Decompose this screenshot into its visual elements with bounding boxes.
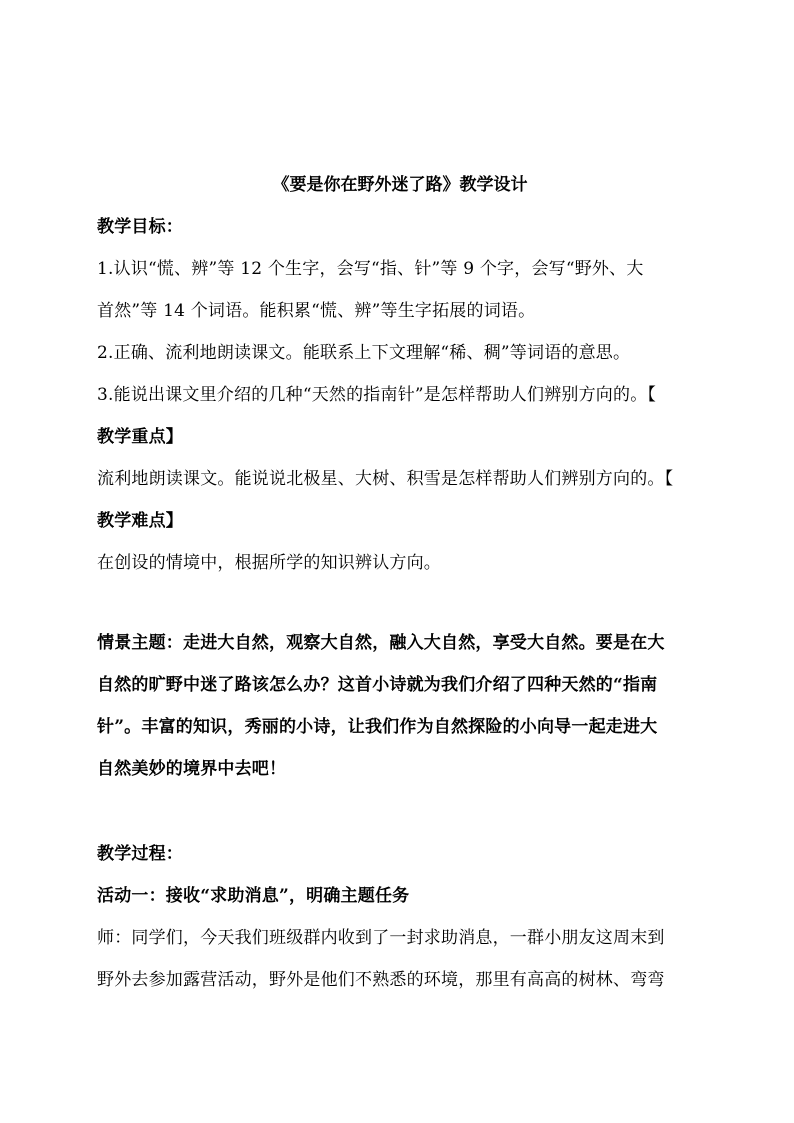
process-heading: 教学过程： xyxy=(97,844,183,864)
theme-line-4: 自然美妙的境界中去吧！ xyxy=(97,759,287,779)
activity-heading: 活动一：接收“求助消息”，明确主题任务 xyxy=(97,886,410,906)
difficulties-text: 在创设的情境中，根据所学的知识辨认方向。 xyxy=(97,553,441,573)
document-title: 《要是你在野外迷了路》教学设计 xyxy=(272,175,528,195)
difficulties-heading: 教学难点】 xyxy=(97,511,183,531)
activity-line-2: 野外去参加露营活动，野外是他们不熟悉的环境，那里有高高的树林、弯弯 xyxy=(97,970,665,990)
key-points-heading: 教学重点】 xyxy=(97,427,183,447)
theme-line-3: 针”。丰富的知识，秀丽的小诗，让我们作为自然探险的小向导一起走进大 xyxy=(97,717,658,737)
theme-line-1: 情景主题：走进大自然，观察大自然，融入大自然，享受大自然。要是在大 xyxy=(97,633,665,653)
activity-line-1: 师：同学们，今天我们班级群内收到了一封求助消息，一群小朋友这周末到 xyxy=(97,928,665,948)
objective-line-1: 1.认识“慌、辨”等 12 个生字，会写“指、针”等 9 个字，会写“野外、大 xyxy=(97,259,644,279)
key-points-text: 流利地朗读课文。能说说北极星、大树、积雪是怎样帮助人们辨别方向的。【 xyxy=(97,469,674,489)
objective-line-4: 3.能说出课文里介绍的几种“天然的指南针”是怎样帮助人们辨别方向的。【 xyxy=(97,385,657,405)
objective-line-3: 2.正确、流利地朗读课文。能联系上下文理解“稀、稠”等词语的意思。 xyxy=(97,343,631,363)
objective-line-2: 首然”等 14 个词语。能积累“慌、辨”等生字拓展的词语。 xyxy=(97,301,536,321)
theme-line-2: 自然的旷野中迷了路该怎么办？这首小诗就为我们介绍了四种天然的“指南 xyxy=(97,675,658,695)
objectives-heading: 教学目标： xyxy=(97,217,183,237)
